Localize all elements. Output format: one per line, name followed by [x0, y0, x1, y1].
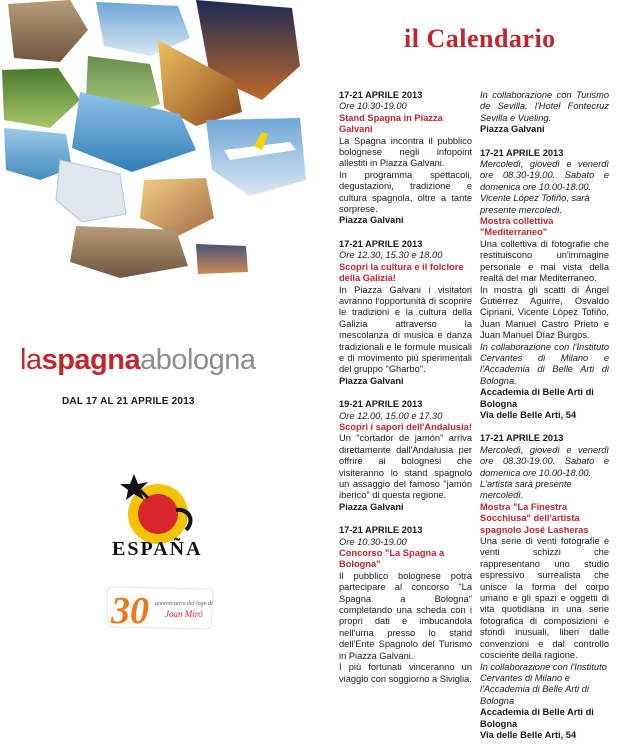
brochure-title: laspagnaabologna	[20, 344, 256, 376]
event-title: Scopri i sapori dell'Andalusia!	[339, 421, 472, 432]
anniversary-number: 30	[111, 590, 149, 631]
calendar-column-1	[339, 90, 472, 697]
calendar-column-2	[480, 90, 609, 753]
anniversary-text: anniversario del logo di	[155, 601, 213, 607]
event-time: Mercoledì, giovedì e venerdì ore 08.30-19.00. Sabato e domenica ore 10.00-18.00.	[480, 159, 609, 192]
event-stand-spagna	[339, 90, 472, 227]
event-address: Via delle Belle Arti, 54	[480, 409, 577, 420]
event-title: Concorso "La Spagna a Bologna"	[339, 548, 445, 570]
event-dates: DAL 17 AL 21 APRILE 2013	[62, 396, 195, 407]
calendar-title: il Calendario	[404, 24, 556, 53]
photo-plaza	[70, 226, 188, 278]
event-date: 17-21 APRILE 2013	[480, 433, 564, 444]
event-description: Il pubblico bolognese potrà partecipare al concorso "La Spagna a Bologna" completando una scheda con i propri dati e imbucandola nell'urna presso lo stand dell'Ente Spagnolo del Turismo in Piazza Galvani.	[339, 570, 472, 661]
event-collaboration: In collaborazione con l'Instituto Cervantes di Milano e l'Accademia di Belle Arti di Bologna.	[480, 341, 609, 386]
event-description: Una serie di venti fotografie e venti schizzi che rappresentano uno studio espressivo surrealista che unisce la forma del corpo umano e gli spazi e oggetti di vita quotidiana in una serie fotografica di composizioni e sfondi inusuali, liberi dalle convenzioni e dal controllo cosciente della ragione.	[480, 536, 609, 661]
espana-logo-text: ESPAÑA	[112, 538, 203, 560]
event-description: Un "cortador de jamón" arriva direttamente dall'Andalusia per offrire ai bolognesi che visiteranno lo stand spagnolo un assaggio del famoso "jamón iberico" di questa regione.	[339, 433, 472, 501]
event-title: Mostra "La Finestra Socchiusa" dell'artista spagnolo José Lasheras	[480, 501, 589, 535]
event-time: Ore 10.30-19.00	[339, 536, 407, 547]
photo-airplane	[206, 118, 306, 196]
event-venue: Piazza Galvani	[339, 215, 404, 226]
event-title: Stand Spagna in Piazza Galvani	[339, 112, 443, 135]
event-date: 19-21 APRILE 2013	[339, 399, 423, 410]
event-andalusia	[339, 399, 472, 513]
photo-cathedral	[96, 2, 190, 56]
event-date: 17-21 APRILE 2013	[339, 90, 423, 100]
event-venue: Piazza Galvani	[339, 501, 404, 512]
event-venue: Accademia di Belle Arti di Bologna	[480, 387, 594, 409]
event-collaboration: In collaborazione con l'Instituto Cervantes di Milano e l'Accademia di Belle Arti di Bologna	[480, 661, 607, 706]
event-venue: Piazza Galvani	[480, 124, 545, 135]
event-note: Vicente López Tofiño, sarà presente mercoledì.	[480, 193, 590, 215]
event-title: Mostra collettiva "Mediterraneo"	[480, 216, 554, 238]
photo-mosaic	[0, 0, 310, 280]
event-venue: Accademia di Belle Arti di Bologna	[480, 707, 594, 729]
anniversary-badge	[105, 585, 215, 631]
event-description: I più fortunati vinceranno un viaggio con soggiorno a Siviglia.	[339, 662, 472, 684]
event-time: Ore 12.00, 15.00 e 17.30	[339, 410, 443, 421]
event-time: Ore 12.30, 15.30 e 18.00	[339, 250, 443, 261]
event-description: In programma spettacoli, degustazioni, tradizione e cultura spagnola, oltre a tante sorprese.	[339, 169, 472, 215]
event-description: Una collettiva di fotografie che restituiscono un'immagine personale e mai vista della realtà del mar Mediterraneo.	[480, 238, 609, 284]
event-concorso-continued	[480, 90, 609, 136]
photo-couple	[140, 178, 214, 236]
event-collaboration: In collaborazione con Turismo de Sevilla, l'Hotel Fontecruz Sevilla e Vueling.	[480, 90, 609, 123]
event-galizia	[339, 239, 472, 387]
event-venue: Piazza Galvani	[339, 375, 404, 386]
joan-miro-sun-logo	[100, 470, 210, 580]
event-mediterraneo	[480, 148, 609, 422]
event-date: 17-21 APRILE 2013	[339, 525, 423, 536]
event-date: 17-21 APRILE 2013	[480, 147, 564, 158]
event-description: In Piazza Galvani i visitatori avranno l'opportunità di scoprire le tradizioni e la cultura della Galizia attraverso la mescolanza di musica e danza tradizionali e le formule musicali e di movimento più sperimentali del gruppo "Gharbo".	[339, 284, 472, 375]
anniversary-author: Joan Miró	[165, 609, 203, 619]
event-note: L'artista sarà presente mercoledì.	[480, 479, 572, 501]
photo-statue	[8, 0, 88, 62]
event-title: Scopri la cultura e il folclore della Galizia!	[339, 261, 464, 284]
photo-modern-building	[56, 160, 126, 222]
event-description: In mostra gli scatti di Ángel Gutiérrez Aguirre, Osvaldo Cipriani, Vicente López Tofiño, Juan Manuel Castro Prieto e Juan Manuel Díaz Burgos.	[480, 284, 609, 341]
photo-city-skyline	[196, 244, 248, 274]
event-date: 17-21 APRILE 2013	[339, 238, 423, 249]
event-concorso	[339, 525, 472, 685]
photo-forest	[2, 68, 80, 128]
event-description: La Spagna incontra il pubblico bolognese negli infopoint allestiti in Piazza Galvani.	[339, 135, 472, 169]
event-finestra-socchiusa	[480, 433, 609, 741]
brochure-cover	[0, 0, 310, 662]
event-time: Ore 10.30-19.00	[339, 101, 407, 112]
event-address: Via delle Belle Arti, 54	[480, 729, 577, 740]
event-time: Mercoledì, giovedì e venerdì ore 08.30-19.00. Sabato e domenica ore 10.00-18.00.	[480, 444, 609, 478]
